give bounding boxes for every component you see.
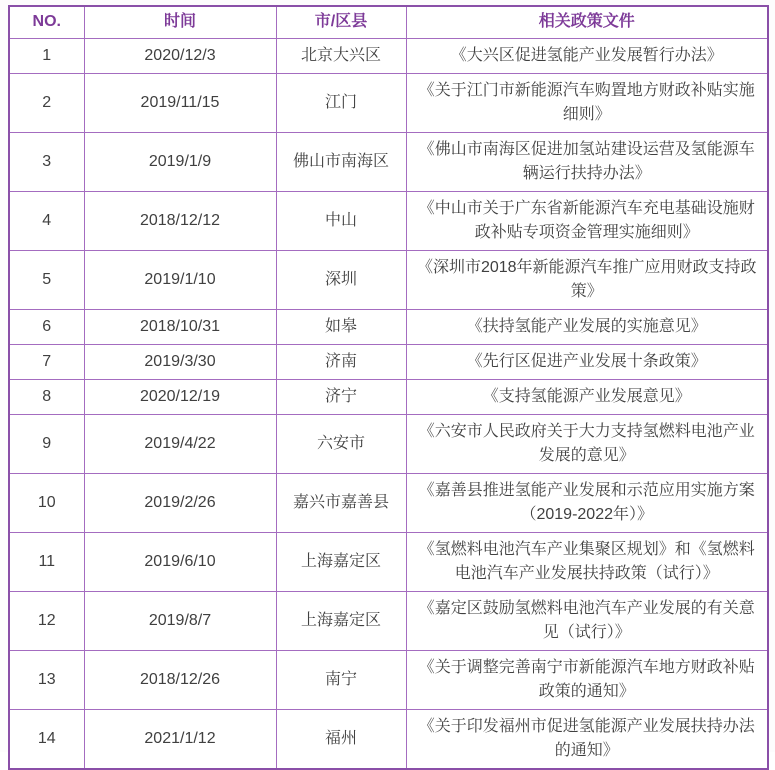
row-policy: 《佛山市南海区促进加氢站建设运营及氢能源车辆运行扶持办法》 (406, 132, 768, 191)
row-date: 2018/12/26 (84, 650, 276, 709)
row-date: 2019/6/10 (84, 532, 276, 591)
row-policy: 《关于印发福州市促进氢能源产业发展扶持办法的通知》 (406, 709, 768, 769)
row-no: 5 (9, 250, 84, 309)
row-date: 2020/12/3 (84, 38, 276, 73)
policy-table (8, 5, 769, 770)
row-city: 中山 (276, 191, 406, 250)
column-header-no: NO. (9, 6, 84, 38)
row-no: 7 (9, 344, 84, 379)
row-policy: 《六安市人民政府关于大力支持氢燃料电池产业发展的意见》 (406, 414, 768, 473)
row-no: 4 (9, 191, 84, 250)
table-header-row (9, 6, 768, 38)
row-city: 嘉兴市嘉善县 (276, 473, 406, 532)
row-date: 2019/1/9 (84, 132, 276, 191)
table-row (9, 73, 768, 132)
row-city: 北京大兴区 (276, 38, 406, 73)
row-no: 10 (9, 473, 84, 532)
row-city: 江门 (276, 73, 406, 132)
row-policy: 《氢燃料电池汽车产业集聚区规划》和《氢燃料电池汽车产业发展扶持政策（试行）》 (406, 532, 768, 591)
row-date: 2019/1/10 (84, 250, 276, 309)
row-date: 2020/12/19 (84, 379, 276, 414)
row-city: 南宁 (276, 650, 406, 709)
column-header-policy: 相关政策文件 (406, 6, 768, 38)
row-date: 2019/3/30 (84, 344, 276, 379)
row-city: 如皋 (276, 309, 406, 344)
row-policy: 《深圳市2018年新能源汽车推广应用财政支持政策》 (406, 250, 768, 309)
row-policy: 《大兴区促进氢能产业发展暂行办法》 (406, 38, 768, 73)
row-city: 济宁 (276, 379, 406, 414)
row-date: 2019/8/7 (84, 591, 276, 650)
row-date: 2018/10/31 (84, 309, 276, 344)
row-city: 福州 (276, 709, 406, 769)
table-row (9, 473, 768, 532)
row-policy: 《嘉定区鼓励氢燃料电池汽车产业发展的有关意见（试行）》 (406, 591, 768, 650)
row-city: 济南 (276, 344, 406, 379)
row-policy: 《关于调整完善南宁市新能源汽车地方财政补贴政策的通知》 (406, 650, 768, 709)
table-row (9, 132, 768, 191)
row-city: 佛山市南海区 (276, 132, 406, 191)
row-no: 11 (9, 532, 84, 591)
row-no: 2 (9, 73, 84, 132)
row-policy: 《支持氢能源产业发展意见》 (406, 379, 768, 414)
row-city: 上海嘉定区 (276, 532, 406, 591)
row-no: 13 (9, 650, 84, 709)
row-policy: 《嘉善县推进氢能产业发展和示范应用实施方案（2019-2022年）》 (406, 473, 768, 532)
table-row (9, 191, 768, 250)
row-city: 深圳 (276, 250, 406, 309)
row-date: 2018/12/12 (84, 191, 276, 250)
table-row (9, 309, 768, 344)
table-row (9, 591, 768, 650)
table-row (9, 709, 768, 769)
table-row (9, 379, 768, 414)
table-row (9, 650, 768, 709)
row-date: 2019/2/26 (84, 473, 276, 532)
table-row (9, 250, 768, 309)
row-no: 12 (9, 591, 84, 650)
row-no: 6 (9, 309, 84, 344)
table-row (9, 38, 768, 73)
row-policy: 《中山市关于广东省新能源汽车充电基础设施财政补贴专项资金管理实施细则》 (406, 191, 768, 250)
table-row (9, 344, 768, 379)
table-body (9, 38, 768, 769)
row-date: 2021/1/12 (84, 709, 276, 769)
row-policy: 《扶持氢能产业发展的实施意见》 (406, 309, 768, 344)
row-no: 1 (9, 38, 84, 73)
row-policy: 《关于江门市新能源汽车购置地方财政补贴实施细则》 (406, 73, 768, 132)
row-no: 3 (9, 132, 84, 191)
row-city: 上海嘉定区 (276, 591, 406, 650)
row-no: 8 (9, 379, 84, 414)
row-no: 9 (9, 414, 84, 473)
column-header-city: 市/区县 (276, 6, 406, 38)
row-no: 14 (9, 709, 84, 769)
table-row (9, 414, 768, 473)
row-date: 2019/4/22 (84, 414, 276, 473)
row-date: 2019/11/15 (84, 73, 276, 132)
row-city: 六安市 (276, 414, 406, 473)
column-header-date: 时间 (84, 6, 276, 38)
table-row (9, 532, 768, 591)
row-policy: 《先行区促进产业发展十条政策》 (406, 344, 768, 379)
